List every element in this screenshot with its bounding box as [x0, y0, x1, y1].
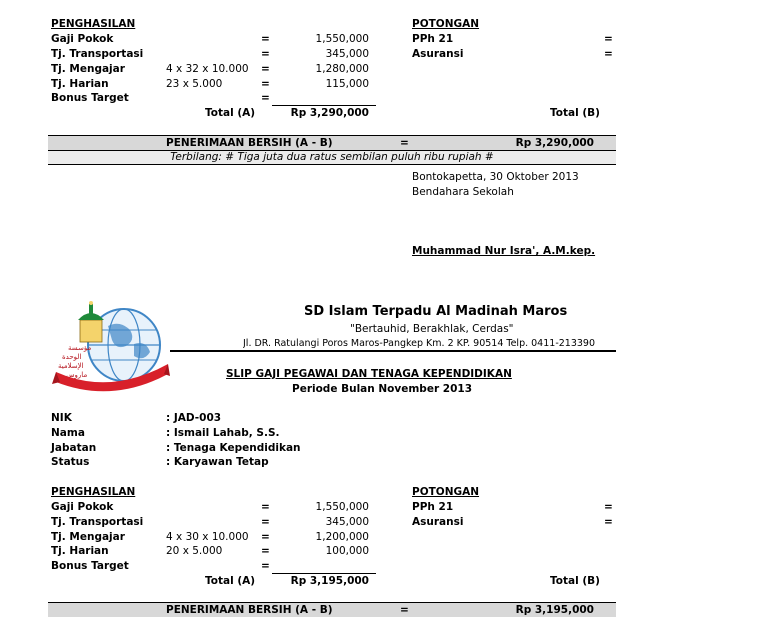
school-name: SD Islam Terpadu Al Madinah Maros	[304, 304, 568, 319]
deduction-label: PPh 21	[412, 501, 454, 513]
deduction-eq: =	[604, 516, 613, 528]
employee-value: : Karyawan Tetap	[166, 456, 269, 468]
net-pay-label: PENERIMAAN BERSIH (A - B)	[166, 137, 333, 149]
terbilang-text: Terbilang: # Tiga juta dua ratus sembilan puluh ribu rupiah #	[170, 151, 494, 163]
total-b-label: Total (B)	[550, 107, 600, 119]
logo-text: مؤسسة	[68, 344, 92, 352]
row-eq: =	[261, 92, 270, 104]
signer-name: Muhammad Nur Isra', A.M.kep.	[412, 245, 596, 257]
row-label: Gaji Pokok	[51, 501, 114, 513]
employee-label: NIK	[51, 412, 72, 424]
row-label: Tj. Harian	[51, 545, 109, 557]
total-underline	[272, 105, 376, 106]
row-eq: =	[261, 545, 270, 557]
deduction-label: PPh 21	[412, 33, 454, 45]
total-a-label: Total (A)	[205, 575, 256, 587]
row-value: 1,550,000	[315, 501, 369, 513]
row-eq: =	[261, 501, 270, 513]
row-eq: =	[261, 48, 270, 60]
row-value: 345,000	[325, 48, 369, 60]
row-eq: =	[261, 560, 270, 572]
total-a-value: Rp 3,195,000	[290, 575, 369, 587]
employee-value: : Tenaga Kependidikan	[166, 442, 301, 454]
row-eq: =	[261, 531, 270, 543]
potongan-heading: POTONGAN	[412, 486, 480, 498]
employee-label: Status	[51, 456, 90, 468]
row-calc: 4 x 30 x 10.000	[166, 531, 249, 543]
row-calc: 4 x 32 x 10.000	[166, 63, 249, 75]
row-value: 1,550,000	[315, 33, 369, 45]
row-value: 1,280,000	[315, 63, 369, 75]
logo-text: الوحدة	[62, 353, 82, 361]
row-label: Gaji Pokok	[51, 33, 114, 45]
total-a-label: Total (A)	[205, 107, 256, 119]
row-label: Tj. Mengajar	[51, 63, 125, 75]
net-pay-value: Rp 3,290,000	[515, 137, 594, 149]
signer-title: Bendahara Sekolah	[412, 186, 514, 198]
row-label: Tj. Transportasi	[51, 48, 144, 60]
total-a-value: Rp 3,290,000	[290, 107, 369, 119]
penghasilan-heading: PENGHASILAN	[51, 18, 136, 30]
net-pay-eq: =	[400, 137, 409, 149]
school-address: Jl. DR. Ratulangi Poros Maros-Pangkep Km. 2 KP. 90514 Telp. 0411-213390	[243, 338, 596, 349]
deduction-eq: =	[604, 48, 613, 60]
net-pay-label: PENERIMAAN BERSIH (A - B)	[166, 604, 333, 616]
total-underline	[272, 573, 376, 574]
row-label: Bonus Target	[51, 92, 129, 104]
total-b-label: Total (B)	[550, 575, 600, 587]
school-motto: "Bertauhid, Berakhlak, Cerdas"	[350, 323, 514, 335]
deduction-label: Asuransi	[412, 516, 464, 528]
row-label: Tj. Mengajar	[51, 531, 125, 543]
row-calc: 20 x 5.000	[166, 545, 223, 557]
row-eq: =	[261, 33, 270, 45]
row-calc: 23 x 5.000	[166, 78, 223, 90]
employee-label: Jabatan	[51, 442, 97, 454]
net-pay-value: Rp 3,195,000	[515, 604, 594, 616]
logo-text: ماروس	[66, 371, 88, 379]
header-rule	[170, 350, 616, 352]
employee-value: : JAD-003	[166, 412, 222, 424]
penghasilan-heading: PENGHASILAN	[51, 486, 136, 498]
row-value: 345,000	[325, 516, 369, 528]
net-pay-eq: =	[400, 604, 409, 616]
row-value: 115,000	[325, 78, 369, 90]
row-value: 1,200,000	[315, 531, 369, 543]
row-label: Tj. Transportasi	[51, 516, 144, 528]
row-value: 100,000	[325, 545, 369, 557]
deduction-eq: =	[604, 33, 613, 45]
row-eq: =	[261, 63, 270, 75]
place-date: Bontokapetta, 30 Oktober 2013	[412, 171, 579, 183]
employee-label: Nama	[51, 427, 85, 439]
slip-period: Periode Bulan November 2013	[292, 383, 472, 395]
employee-value: : Ismail Lahab, S.S.	[166, 427, 280, 439]
row-eq: =	[261, 78, 270, 90]
slip-title: SLIP GAJI PEGAWAI DAN TENAGA KEPENDIDIKAN	[226, 368, 512, 380]
deduction-eq: =	[604, 501, 613, 513]
row-eq: =	[261, 516, 270, 528]
row-label: Tj. Harian	[51, 78, 109, 90]
row-label: Bonus Target	[51, 560, 129, 572]
logo-text: الإسلامية	[58, 362, 84, 370]
deduction-label: Asuransi	[412, 48, 464, 60]
potongan-heading: POTONGAN	[412, 18, 480, 30]
school-emblem-icon	[52, 298, 170, 394]
